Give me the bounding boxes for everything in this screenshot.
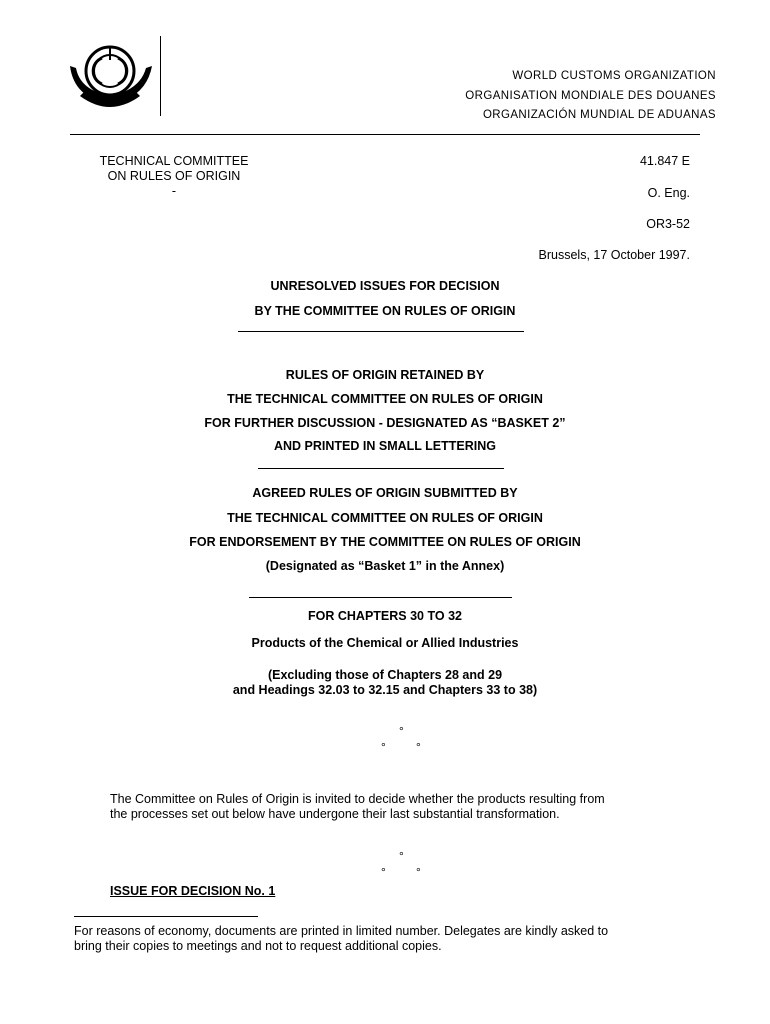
title-line-1: UNRESOLVED ISSUES FOR DECISION [270,279,500,293]
doc-code: OR3-52 [646,217,690,231]
basket1-line-2: THE TECHNICAL COMMITTEE ON RULES OF ORIGIN [227,511,543,525]
basket2-line-4: AND PRINTED IN SMALL LETTERING [274,439,496,453]
committee-line-1: TECHNICAL COMMITTEE [99,154,249,168]
chapters-exclusion-1: (Excluding those of Chapters 28 and 29 [267,668,503,682]
doc-place-date: Brussels, 17 October 1997. [538,248,690,262]
title-rule [238,331,524,332]
logo-divider [160,36,161,116]
chapters-exclusion-2: and Headings 32.03 to 32.15 and Chapters 33 to 38) [232,683,538,697]
wco-logo [66,38,158,118]
basket2-line-2: THE TECHNICAL COMMITTEE ON RULES OF ORIGIN [227,392,543,406]
intro-line-1: The Committee on Rules of Origin is invited to decide whether the products resulting from [110,792,605,806]
ornament-left: ° [381,740,386,754]
intro-paragraph [110,792,605,822]
footnote-line-1: For reasons of economy, documents are printed in limited number. Delegates are kindly asked to [74,924,609,938]
intro-line-2: the processes set out below have undergone their last substantial transformation. [110,807,560,821]
ornament-right: ° [416,740,421,754]
doc-language: O. Eng. [647,186,690,200]
basket1-line-3: FOR ENDORSEMENT BY THE COMMITTEE ON RULES OF ORIGIN [189,535,581,549]
committee-block [74,154,274,199]
basket1-rule [249,597,512,598]
ornament-left-2: ° [381,865,386,879]
doc-number: 41.847 E [639,154,690,168]
basket1-line-1: AGREED RULES OF ORIGIN SUBMITTED BY [252,486,518,500]
org-name-en: WORLD CUSTOMS ORGANIZATION [512,70,716,82]
basket1-line-4: (Designated as “Basket 1” in the Annex) [265,559,505,573]
committee-line-3: - [171,184,177,198]
ornament-top-2: ° [399,849,404,863]
basket2-line-3: FOR FURTHER DISCUSSION - DESIGNATED AS “BASKET 2” [204,416,566,430]
footnote-rule [74,916,258,917]
issue-heading: ISSUE FOR DECISION No. 1 [110,884,276,898]
basket2-line-1: RULES OF ORIGIN RETAINED BY [285,368,485,382]
org-name-es: ORGANIZACIÓN MUNDIAL DE ADUANAS [482,109,716,121]
chapters-subtitle: Products of the Chemical or Allied Industries [251,636,519,650]
ornament-right-2: ° [416,865,421,879]
header-rule [70,134,700,135]
org-name-fr: ORGANISATION MONDIALE DES DOUANES [465,90,716,102]
chapters-heading: FOR CHAPTERS 30 TO 32 [308,609,462,623]
basket2-rule [258,468,504,469]
title-line-2: BY THE COMMITTEE ON RULES OF ORIGIN [254,304,516,318]
footnote [74,924,608,954]
footnote-line-2: bring their copies to meetings and not to request additional copies. [74,939,442,953]
ornament-top: ° [399,724,404,738]
committee-line-2: ON RULES OF ORIGIN [107,169,241,183]
